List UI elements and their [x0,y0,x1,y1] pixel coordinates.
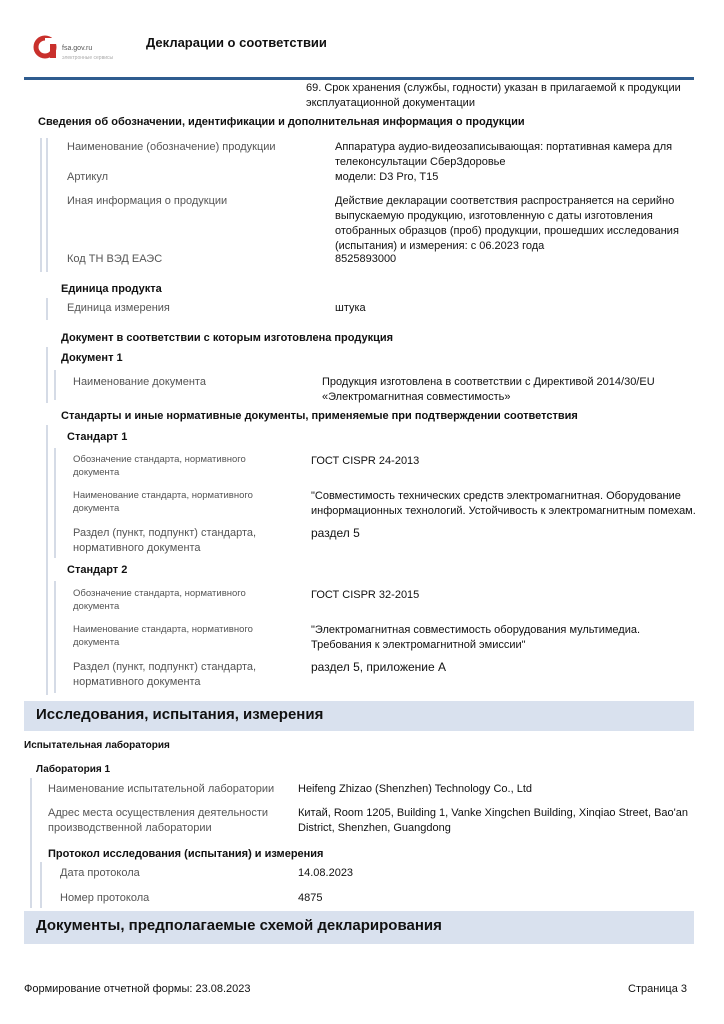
doc-name-value: Продукция изготовлена в соответствии с Директивой 2014/30/EU «Электромагнитная совместимость» [322,376,655,403]
doc-title: Документ 1 [61,352,123,364]
standard-2-section: раздел 5, приложение А [311,660,446,674]
standard-2-designation: ГОСТ CISPR 32-2015 [311,589,420,601]
research-band [24,701,694,731]
fsa-logo-icon [32,34,58,60]
lab-addr-value: Китай, Room 1205, Building 1, Vanke Xingchen Building, Xinqiao Street, Bao'an District, Shenzhen, Guangdong [298,807,688,834]
documents-band-title: Документы, предполагаемые схемой декларирования [36,917,442,934]
standard-1-designation: ГОСТ CISPR 24-2013 [311,455,420,467]
other-info-label: Иная информация о продукции [67,195,228,207]
unit-bar [46,298,48,320]
tn-ved-value: 8525893000 [335,253,397,265]
standard-2-designation-label: Обозначение стандарта, нормативного документа [73,588,246,612]
lab-name-value: Heifeng Zhizao (Shenzhen) Technology Co., Ltd [298,783,532,795]
article-value: модели: D3 Pro, T15 [335,171,439,183]
standard-1-section: раздел 5 [311,526,360,540]
lab-bar [30,778,32,908]
standard-1-section-label: Раздел (пункт, подпункт) стандарта, нормативного документа [73,527,257,554]
doc-bar [54,370,56,400]
header-divider [24,77,694,80]
standard-2-section-label: Раздел (пункт, подпункт) стандарта, нормативного документа [73,661,257,688]
lab-section-title: Испытательная лаборатория [24,740,170,751]
doc-name-label: Наименование документа [73,376,206,388]
standard-1-name: "Совместимость технических средств электромагнитная. Оборудование информационных технологий. Устойчивость к электромагнитным помехам. [311,490,696,517]
protocol-title: Протокол исследования (испытания) и измерения [48,848,324,860]
standard-2-name: "Электромагнитная совместимость оборудования мультимедиа. Требования к электромагнитной эмиссии" [311,624,641,651]
tn-ved-label: Код ТН ВЭД ЕАЭС [67,253,163,265]
documents-band [24,911,694,944]
lab-addr-label: Адрес места осуществления деятельности производственной лаборатории [48,807,269,834]
footer-page-number: Страница 3 [628,983,688,995]
product-name-value: Аппаратура аудио-видеозаписывающая: портативная камера для телеконсультации СберЗдоровье [335,141,673,168]
lab-title: Лаборатория 1 [36,764,111,775]
unit-value: штука [335,302,366,314]
shelf-life-value: 69. Срок хранения (службы, годности) указан в прилагаемой к продукции эксплуатационной документации [306,82,681,109]
standard-2-bar [54,581,56,693]
header [0,0,724,80]
research-band-title: Исследования, испытания, измерения [36,706,324,723]
unit-title: Единица продукта [61,283,162,295]
logo-text: fsa.gov.ru [62,45,93,52]
other-info-value: Действие декларации соответствия распространяется на серийно выпускаемую продукцию, изготовленную с даты изготовления отобранных образцов (проб) продукции, прошедших исследования (испытания) и измерения: с 06.2023 года [335,195,679,252]
doc-conformity-bar [46,347,48,403]
standard-2-name-label: Наименование стандарта, нормативного документа [73,624,253,648]
page-title: Декларации о соответствии [146,35,327,50]
article-label: Артикул [67,171,109,183]
product-info-bar-inner [46,138,48,272]
protocol-number-value: 4875 [298,892,323,904]
product-name-label: Наименование (обозначение) продукции [67,141,276,153]
product-info-title: Сведения об обозначении, идентификации и дополнительная информация о продукции [38,116,525,128]
standards-bar [46,425,48,695]
lab-name-label: Наименование испытательной лаборатории [48,783,275,795]
doc-conformity-title: Документ в соответствии с которым изготовлена продукция [61,332,394,344]
standard-1-title: Стандарт 1 [67,431,128,443]
standards-title: Стандарты и иные нормативные документы, применяемые при подтверждении соответствия [61,410,578,422]
product-info-bar [40,138,42,272]
standard-1-designation-label: Обозначение стандарта, нормативного документа [73,454,246,478]
protocol-date-value: 14.08.2023 [298,867,354,879]
logo-subtext: электронные сервисы [62,55,114,61]
footer-generated: Формирование отчетной формы: 23.08.2023 [24,983,251,995]
standard-2-title: Стандарт 2 [67,564,128,576]
unit-label: Единица измерения [67,302,170,314]
protocol-bar [40,862,42,908]
standard-1-bar [54,448,56,558]
standard-1-name-label: Наименование стандарта, нормативного документа [73,490,253,514]
protocol-number-label: Номер протокола [60,892,150,904]
protocol-date-label: Дата протокола [60,867,140,879]
